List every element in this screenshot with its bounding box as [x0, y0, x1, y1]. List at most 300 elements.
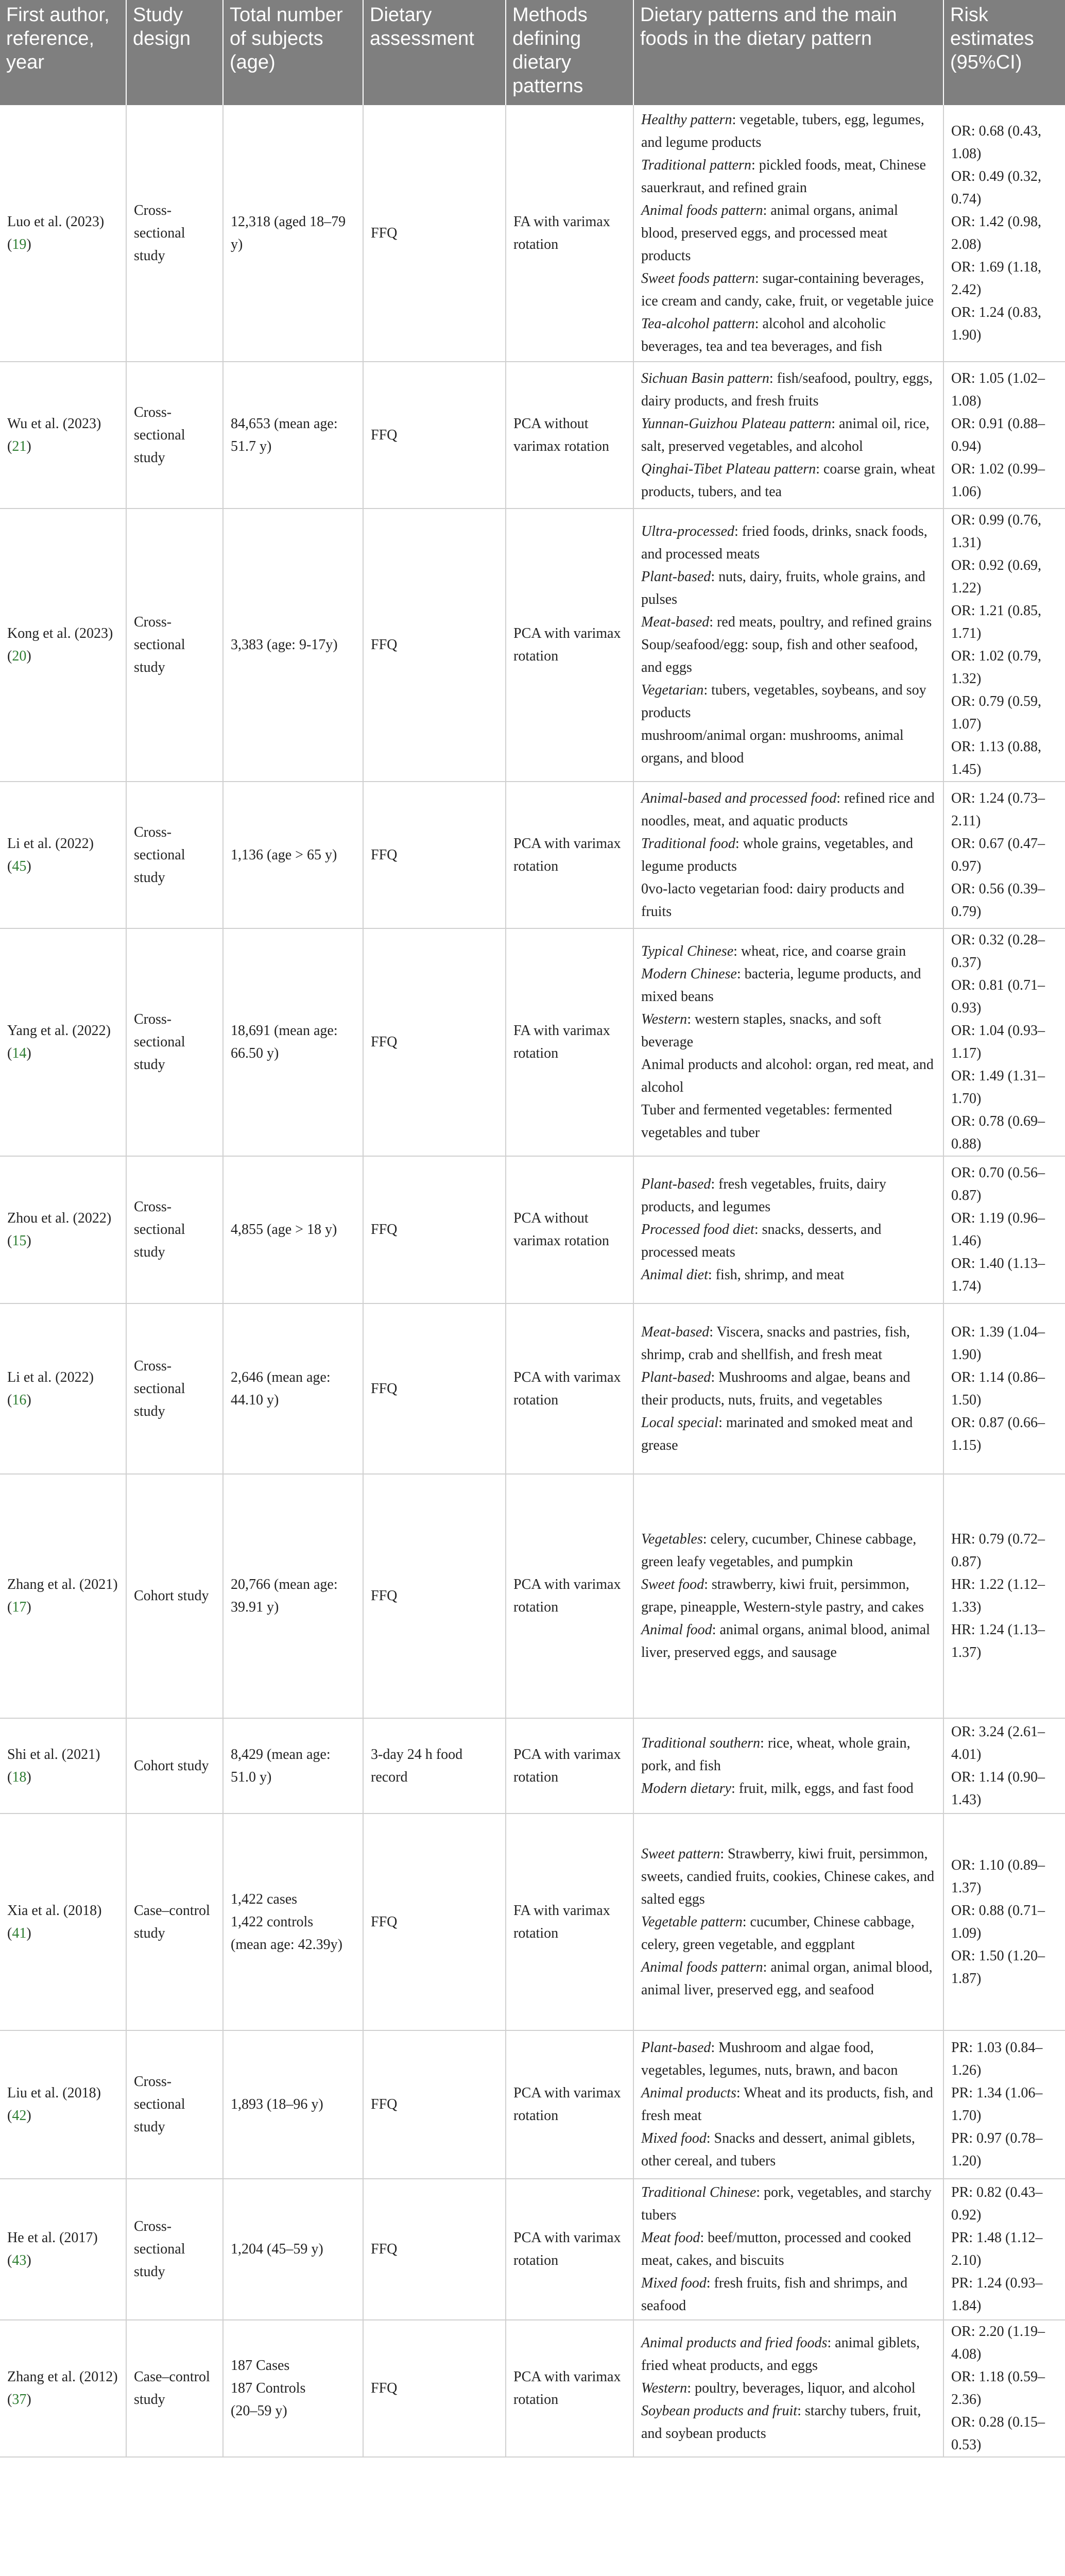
- risk-estimate: OR: 1.13 (0.88, 1.45): [951, 739, 1041, 777]
- risk-estimate: OR: 0.56 (0.39–0.79): [951, 880, 1045, 920]
- pattern-foods: : animal organs, animal blood, animal liver, preserved eggs, and sausage: [641, 1622, 930, 1660]
- risk-estimate: OR: 0.99 (0.76, 1.31): [951, 512, 1041, 551]
- pattern-item: [641, 634, 936, 679]
- pattern-item: [641, 724, 936, 770]
- method-cell: PCA with varimax rotation: [506, 1474, 633, 1718]
- header-study-design: Study design: [126, 0, 223, 105]
- subjects-cell: 4,855 (age > 18 y): [223, 1156, 363, 1303]
- pattern-name: Animal-based and processed food: [641, 790, 837, 806]
- pattern-name: Meat food: [641, 2230, 700, 2246]
- pattern-item: [641, 1366, 936, 1412]
- reference-link[interactable]: 45: [12, 858, 27, 874]
- assessment-cell: FFQ: [363, 1156, 506, 1303]
- header-dietary-patterns: Dietary patterns and the main foods in the dietary pattern: [633, 0, 943, 105]
- risk-estimate: OR: 1.24 (0.83, 1.90): [951, 304, 1041, 343]
- author-cell: Li et al. (2022) (16): [0, 1303, 126, 1474]
- study-design-cell: Cross-sectional study: [126, 2030, 223, 2179]
- pattern-name: Western: [641, 2380, 688, 2396]
- pattern-name: Tea-alcohol pattern: [641, 315, 755, 332]
- risk-estimate: PR: 0.82 (0.43–0.92): [951, 2184, 1043, 2223]
- pattern-name: Sweet pattern: [641, 1845, 720, 1862]
- pattern-foods: : alcohol and alcoholic beverages, tea and tea beverages, and fish: [641, 315, 886, 354]
- risk-estimate: OR: 3.24 (2.61–4.01): [951, 1723, 1045, 1762]
- pattern-foods: : Wheat and its products, fish, and fresh meat: [641, 2085, 933, 2124]
- pattern-name: Animal foods pattern: [641, 202, 763, 218]
- pattern-item: [641, 1321, 936, 1366]
- table-row: [0, 509, 1065, 782]
- pattern-foods: 0vo-lacto vegetarian food: dairy products and fruits: [641, 880, 904, 920]
- pattern-item: [641, 1218, 936, 1264]
- pattern-foods: : snacks, desserts, and processed meats: [641, 1222, 882, 1260]
- pattern-name: Animal food: [641, 1622, 712, 1638]
- risk-estimate: OR: 1.49 (1.31–1.70): [951, 1068, 1045, 1107]
- table-row: [0, 2179, 1065, 2320]
- pattern-item: [641, 566, 936, 611]
- pattern-name: Animal diet: [641, 1267, 708, 1283]
- pattern-item: [641, 413, 936, 458]
- patterns-cell: [633, 362, 943, 509]
- pattern-foods: : Mushroom and algae food, vegetables, legumes, nuts, brawn, and bacon: [641, 2040, 898, 2078]
- patterns-cell: [633, 105, 943, 362]
- method-cell: FA with varimax rotation: [506, 928, 633, 1156]
- pattern-name: Vegetarian: [641, 682, 704, 698]
- method-cell: PCA without varimax rotation: [506, 362, 633, 509]
- header-risk-estimates: Risk estimates (95%CI): [943, 0, 1065, 105]
- pattern-foods: Soup/seafood/egg: soup, fish and other seafood, and eggs: [641, 637, 918, 675]
- study-design-cell: Cohort study: [126, 1718, 223, 1814]
- pattern-item: [641, 963, 936, 1008]
- pattern-foods: : refined rice and noodles, meat, and aquatic products: [641, 790, 935, 829]
- pattern-item: [641, 367, 936, 413]
- method-cell: PCA with varimax rotation: [506, 2179, 633, 2320]
- pattern-name: Animal foods pattern: [641, 1959, 763, 1975]
- pattern-foods: : starchy tubers, fruit, and soybean products: [641, 2403, 921, 2442]
- subjects-cell: 1,136 (age > 65 y): [223, 782, 363, 928]
- author-cell: Xia et al. (2018) (41): [0, 1814, 126, 2030]
- pattern-item: [641, 878, 936, 923]
- author-name: Shi et al. (2021): [7, 1746, 100, 1762]
- risk-estimate: OR: 1.19 (0.96–1.46): [951, 1210, 1045, 1249]
- reference-link[interactable]: 41: [12, 1925, 27, 1941]
- pattern-name: Meat-based: [641, 614, 710, 630]
- header-methods: Methods defining dietary patterns: [506, 0, 633, 105]
- author-name: Zhou et al. (2022): [7, 1210, 112, 1226]
- pattern-foods: : beef/mutton, processed and cooked meat, cakes, and biscuits: [641, 2230, 912, 2268]
- risk-estimate: OR: 1.21 (0.85, 1.71): [951, 603, 1041, 641]
- subjects-cell: 1,422 cases 1,422 controls (mean age: 42.39y): [223, 1814, 363, 2030]
- risk-estimate: OR: 0.79 (0.59, 1.07): [951, 693, 1041, 732]
- pattern-foods: : strawberry, kiwi fruit, persimmon, grape, pineapple, Western-style pastry, and cakes: [641, 1577, 924, 1615]
- pattern-item: [641, 679, 936, 724]
- risk-cell: [943, 2179, 1065, 2320]
- author-name: Zhang et al. (2021): [7, 1577, 118, 1592]
- method-cell: PCA without varimax rotation: [506, 1156, 633, 1303]
- pattern-item: [641, 1528, 936, 1573]
- pattern-item: [641, 267, 936, 313]
- risk-estimate: OR: 0.92 (0.69, 1.22): [951, 557, 1041, 596]
- assessment-cell: FFQ: [363, 928, 506, 1156]
- pattern-item: [641, 520, 936, 566]
- pattern-foods: : bacteria, legume products, and mixed beans: [641, 966, 921, 1005]
- risk-estimate: OR: 1.40 (1.13–1.74): [951, 1256, 1045, 1294]
- pattern-foods: : cucumber, Chinese cabbage, celery, green vegetable, and eggplant: [641, 1913, 915, 1953]
- assessment-cell: FFQ: [363, 2179, 506, 2320]
- author-cell: Zhang et al. (2012) (37): [0, 2320, 126, 2457]
- patterns-cell: [633, 1303, 943, 1474]
- table-body: [0, 105, 1065, 2457]
- pattern-name: Sichuan Basin pattern: [641, 370, 769, 386]
- author-name: Kong et al. (2023): [7, 625, 113, 641]
- risk-cell: [943, 509, 1065, 782]
- pattern-foods: : poultry, beverages, liquor, and alcohol: [687, 2380, 916, 2396]
- method-cell: FA with varimax rotation: [506, 1814, 633, 2030]
- reference-link[interactable]: 19: [12, 236, 27, 252]
- pattern-foods: Animal products and alcohol: organ, red meat, and alcohol: [641, 1057, 934, 1095]
- table-row: [0, 1814, 1065, 2030]
- pattern-name: Western: [641, 1011, 688, 1027]
- table-row: [0, 1718, 1065, 1814]
- risk-estimate: OR: 0.67 (0.47–0.97): [951, 835, 1045, 874]
- table-row: [0, 105, 1065, 362]
- assessment-cell: 3-day 24 h food record: [363, 1718, 506, 1814]
- pattern-item: [641, 1777, 936, 1800]
- method-cell: PCA with varimax rotation: [506, 1303, 633, 1474]
- pattern-item: [641, 1843, 936, 1911]
- assessment-cell: FFQ: [363, 2030, 506, 2179]
- pattern-foods: : wheat, rice, and coarse grain: [733, 943, 906, 959]
- method-cell: PCA with varimax rotation: [506, 782, 633, 928]
- author-name: Li et al. (2022): [7, 835, 94, 852]
- risk-estimate: PR: 1.48 (1.12–2.10): [951, 2230, 1043, 2268]
- pattern-foods: : nuts, dairy, fruits, whole grains, and pulses: [641, 569, 925, 607]
- assessment-cell: FFQ: [363, 362, 506, 509]
- pattern-foods: : fresh fruits, fish and shrimps, and seafood: [641, 2275, 908, 2314]
- risk-estimate: HR: 1.22 (1.12–1.33): [951, 1577, 1045, 1615]
- pattern-item: [641, 2400, 936, 2445]
- pattern-item: [641, 1412, 936, 1457]
- risk-cell: [943, 1718, 1065, 1814]
- risk-estimate: HR: 1.24 (1.13–1.37): [951, 1622, 1045, 1660]
- pattern-item: [641, 940, 936, 963]
- risk-estimate: OR: 1.04 (0.93–1.17): [951, 1023, 1045, 1061]
- risk-estimate: OR: 1.42 (0.98, 2.08): [951, 213, 1041, 252]
- pattern-foods: : animal organs, animal blood, preserved eggs, and processed meat products: [641, 202, 898, 264]
- pattern-foods: : tubers, vegetables, soybeans, and soy products: [641, 682, 926, 721]
- pattern-item: [641, 2037, 936, 2082]
- pattern-name: Qinghai-Tibet Plateau pattern: [641, 461, 816, 477]
- study-design-cell: Cross-sectional study: [126, 105, 223, 362]
- author-name: Wu et al. (2023): [7, 415, 101, 432]
- subjects-cell: 18,691 (mean age: 66.50 y): [223, 928, 363, 1156]
- risk-cell: [943, 2030, 1065, 2179]
- pattern-foods: : Strawberry, kiwi fruit, persimmon, sweets, candied fruits, cookies, Chinese cakes, and salted eggs: [641, 1845, 935, 1907]
- pattern-item: [641, 2272, 936, 2317]
- author-cell: Shi et al. (2021) (18): [0, 1718, 126, 1814]
- subjects-cell: 12,318 (aged 18–79 y): [223, 105, 363, 362]
- method-cell: PCA with varimax rotation: [506, 2320, 633, 2457]
- pattern-name: Traditional southern: [641, 1735, 761, 1751]
- risk-estimate: PR: 1.03 (0.84–1.26): [951, 2040, 1043, 2078]
- patterns-cell: [633, 1718, 943, 1814]
- pattern-item: [641, 1619, 936, 1664]
- reference-link[interactable]: 20: [12, 648, 27, 664]
- risk-cell: [943, 1814, 1065, 2030]
- risk-cell: [943, 2320, 1065, 2457]
- study-design-cell: Cross-sectional study: [126, 362, 223, 509]
- risk-estimate: OR: 0.78 (0.69–0.88): [951, 1113, 1045, 1152]
- subjects-cell: 2,646 (mean age: 44.10 y): [223, 1303, 363, 1474]
- pattern-foods: : animal oil, rice, salt, preserved vegetables, and alcohol: [641, 415, 930, 454]
- pattern-foods: : sugar-containing beverages, ice cream and candy, cake, fruit, or vegetable juice: [641, 270, 934, 309]
- table-row: [0, 928, 1065, 1156]
- pattern-foods: : fish, shrimp, and meat: [708, 1267, 845, 1283]
- pattern-foods: : celery, cucumber, Chinese cabbage, green leafy vegetables, and pumpkin: [641, 1531, 917, 1570]
- pattern-item: [641, 2227, 936, 2272]
- pattern-item: [641, 1008, 936, 1054]
- pattern-item: [641, 458, 936, 503]
- reference-link[interactable]: 16: [12, 1392, 27, 1408]
- assessment-cell: FFQ: [363, 2320, 506, 2457]
- author-cell: Luo et al. (2023) (19): [0, 105, 126, 362]
- subjects-cell: 3,383 (age: 9-17y): [223, 509, 363, 782]
- table-row: [0, 2030, 1065, 2179]
- assessment-cell: FFQ: [363, 1303, 506, 1474]
- risk-estimate: OR: 1.24 (0.73–2.11): [951, 790, 1045, 829]
- pattern-name: Sweet foods pattern: [641, 270, 755, 286]
- patterns-cell: [633, 1814, 943, 2030]
- author-cell: Li et al. (2022) (45): [0, 782, 126, 928]
- study-design-cell: Cross-sectional study: [126, 1156, 223, 1303]
- pattern-item: [641, 787, 936, 833]
- risk-cell: [943, 782, 1065, 928]
- risk-cell: [943, 928, 1065, 1156]
- reference-link[interactable]: 43: [12, 2252, 27, 2268]
- pattern-foods: : pickled foods, meat, Chinese sauerkraut, and refined grain: [641, 157, 926, 196]
- risk-cell: [943, 362, 1065, 509]
- risk-cell: [943, 105, 1065, 362]
- pattern-item: [641, 109, 936, 154]
- patterns-cell: [633, 2179, 943, 2320]
- pattern-name: Animal products: [641, 2085, 736, 2101]
- risk-estimate: OR: 0.91 (0.88–0.94): [951, 415, 1045, 454]
- author-name: He et al. (2017): [7, 2230, 98, 2246]
- reference-link[interactable]: 18: [12, 1769, 27, 1785]
- risk-estimate: OR: 0.88 (0.71–1.09): [951, 1902, 1045, 1941]
- header-dietary-assessment: Dietary assessment: [363, 0, 506, 105]
- risk-estimate: OR: 1.05 (1.02–1.08): [951, 370, 1045, 409]
- pattern-item: [641, 1264, 936, 1286]
- patterns-cell: [633, 1156, 943, 1303]
- risk-estimate: OR: 1.50 (1.20–1.87): [951, 1947, 1045, 1987]
- author-cell: Yang et al. (2022) (14): [0, 928, 126, 1156]
- pattern-item: [641, 154, 936, 199]
- pattern-name: Animal products and fried foods: [641, 2335, 828, 2351]
- risk-estimate: OR: 1.02 (0.79, 1.32): [951, 648, 1041, 687]
- pattern-foods: : marinated and smoked meat and grease: [641, 1414, 913, 1453]
- pattern-item: [641, 611, 936, 634]
- study-design-cell: Case–control study: [126, 2320, 223, 2457]
- pattern-name: Ultra-processed: [641, 523, 734, 539]
- subjects-cell: 1,893 (18–96 y): [223, 2030, 363, 2179]
- study-design-cell: Cohort study: [126, 1474, 223, 1718]
- table-header-row: [0, 0, 1065, 105]
- pattern-item: [641, 313, 936, 358]
- reference-link[interactable]: 17: [12, 1599, 27, 1615]
- assessment-cell: FFQ: [363, 1474, 506, 1718]
- method-cell: PCA with varimax rotation: [506, 509, 633, 782]
- table-row: [0, 1156, 1065, 1303]
- pattern-name: Soybean products and fruit: [641, 2403, 798, 2419]
- study-design-cell: Cross-sectional study: [126, 509, 223, 782]
- pattern-item: [641, 1956, 936, 2002]
- author-name: Liu et al. (2018): [7, 2085, 101, 2101]
- header-subjects: Total number of subjects (age): [223, 0, 363, 105]
- pattern-foods: : whole grains, vegetables, and legume products: [641, 835, 914, 874]
- patterns-cell: [633, 509, 943, 782]
- pattern-name: Typical Chinese: [641, 943, 734, 959]
- table-row: [0, 1303, 1065, 1474]
- author-cell: Wu et al. (2023) (21): [0, 362, 126, 509]
- pattern-name: Mixed food: [641, 2130, 707, 2146]
- author-name: Zhang et al. (2012): [7, 2369, 118, 2385]
- pattern-name: Local special: [641, 1414, 719, 1431]
- table-row: [0, 1474, 1065, 1718]
- pattern-item: [641, 2332, 936, 2377]
- pattern-name: Plant-based: [641, 1176, 711, 1192]
- risk-estimate: OR: 1.02 (0.99–1.06): [951, 461, 1045, 500]
- pattern-item: [641, 2181, 936, 2227]
- subjects-cell: 84,653 (mean age: 51.7 y): [223, 362, 363, 509]
- author-name: Xia et al. (2018): [7, 1902, 102, 1919]
- pattern-foods: : Mushrooms and algae, beans and their products, nuts, fruits, and vegetables: [641, 1369, 911, 1408]
- pattern-name: Plant-based: [641, 569, 711, 585]
- method-cell: PCA with varimax rotation: [506, 1718, 633, 1814]
- risk-cell: [943, 1474, 1065, 1718]
- pattern-foods: : Viscera, snacks and pastries, fish, shrimp, crab and shellfish, and fresh meat: [641, 1324, 910, 1363]
- pattern-item: [641, 833, 936, 878]
- author-cell: Zhang et al. (2021) (17): [0, 1474, 126, 1718]
- study-design-cell: Cross-sectional study: [126, 782, 223, 928]
- risk-estimate: OR: 1.14 (0.86–1.50): [951, 1369, 1045, 1408]
- pattern-item: [641, 2082, 936, 2127]
- patterns-cell: [633, 1474, 943, 1718]
- patterns-cell: [633, 2030, 943, 2179]
- reference-link[interactable]: 14: [12, 1045, 27, 1061]
- pattern-name: Healthy pattern: [641, 111, 732, 128]
- table-row: [0, 2320, 1065, 2457]
- risk-estimate: OR: 1.18 (0.59–2.36): [951, 2369, 1045, 2408]
- pattern-foods: : coarse grain, wheat products, tubers, and tea: [641, 461, 935, 500]
- assessment-cell: FFQ: [363, 1814, 506, 2030]
- header-author: First author, reference, year: [0, 0, 126, 105]
- pattern-foods: : red meats, poultry, and refined grains: [709, 614, 932, 630]
- pattern-name: Processed food diet: [641, 1222, 754, 1238]
- pattern-item: [641, 1573, 936, 1619]
- risk-estimate: HR: 0.79 (0.72–0.87): [951, 1531, 1045, 1570]
- pattern-item: [641, 1732, 936, 1777]
- pattern-foods: : vegetable, tubers, egg, legumes, and legume products: [641, 111, 924, 150]
- risk-estimate: PR: 1.24 (0.93–1.84): [951, 2275, 1043, 2314]
- pattern-foods: : rice, wheat, whole grain, pork, and fish: [641, 1735, 911, 1774]
- pattern-name: Plant-based: [641, 1369, 711, 1385]
- risk-cell: [943, 1156, 1065, 1303]
- assessment-cell: FFQ: [363, 782, 506, 928]
- pattern-item: [641, 199, 936, 267]
- subjects-cell: 20,766 (mean age: 39.91 y): [223, 1474, 363, 1718]
- risk-estimate: OR: 2.20 (1.19–4.08): [951, 2324, 1045, 2362]
- pattern-foods: : pork, vegetables, and starchy tubers: [641, 2184, 932, 2223]
- study-design-cell: Cross-sectional study: [126, 2179, 223, 2320]
- pattern-foods: mushroom/animal organ: mushrooms, animal organs, and blood: [641, 727, 904, 766]
- risk-estimate: PR: 0.97 (0.78–1.20): [951, 2130, 1043, 2169]
- reference-link[interactable]: 42: [12, 2108, 27, 2124]
- pattern-name: Plant-based: [641, 2040, 711, 2056]
- author-name: Yang et al. (2022): [7, 1023, 111, 1039]
- author-name: Li et al. (2022): [7, 1369, 94, 1385]
- pattern-foods: : western staples, snacks, and soft beverage: [641, 1011, 882, 1050]
- pattern-name: Mixed food: [641, 2275, 707, 2291]
- pattern-name: Traditional Chinese: [641, 2184, 757, 2200]
- patterns-cell: [633, 928, 943, 1156]
- risk-estimate: OR: 0.49 (0.32, 0.74): [951, 168, 1041, 207]
- pattern-foods: : animal organ, animal blood, animal liver, preserved egg, and seafood: [641, 1959, 933, 1998]
- risk-cell: [943, 1303, 1065, 1474]
- reference-link[interactable]: 37: [12, 2392, 27, 2408]
- pattern-name: Yunnan-Guizhou Plateau pattern: [641, 415, 832, 432]
- reference-link[interactable]: 15: [12, 1233, 27, 1249]
- author-cell: Zhou et al. (2022) (15): [0, 1156, 126, 1303]
- pattern-foods: : Snacks and dessert, animal giblets, other cereal, and tubers: [641, 2130, 915, 2169]
- pattern-foods: : fried foods, drinks, snack foods, and processed meats: [641, 523, 927, 562]
- author-cell: He et al. (2017) (43): [0, 2179, 126, 2320]
- pattern-name: Modern dietary: [641, 1780, 731, 1797]
- pattern-name: Meat-based: [641, 1324, 710, 1340]
- pattern-foods: : fresh vegetables, fruits, dairy products, and legumes: [641, 1176, 886, 1215]
- author-cell: Kong et al. (2023) (20): [0, 509, 126, 782]
- subjects-cell: 1,204 (45–59 y): [223, 2179, 363, 2320]
- table-row: [0, 362, 1065, 509]
- reference-link[interactable]: 21: [12, 438, 27, 454]
- patterns-cell: [633, 2320, 943, 2457]
- risk-estimate: PR: 1.34 (1.06–1.70): [951, 2085, 1043, 2124]
- pattern-name: Sweet food: [641, 1577, 705, 1592]
- risk-estimate: OR: 0.32 (0.28–0.37): [951, 932, 1045, 971]
- pattern-item: [641, 1099, 936, 1144]
- risk-estimate: OR: 0.68 (0.43, 1.08): [951, 123, 1041, 162]
- pattern-item: [641, 1911, 936, 1956]
- risk-estimate: OR: 1.14 (0.90–1.43): [951, 1769, 1045, 1808]
- pattern-item: [641, 2127, 936, 2173]
- method-cell: FA with varimax rotation: [506, 105, 633, 362]
- author-name: Luo et al. (2023): [7, 213, 105, 230]
- risk-estimate: OR: 1.39 (1.04–1.90): [951, 1324, 1045, 1363]
- pattern-name: Traditional pattern: [641, 157, 751, 173]
- pattern-item: [641, 1054, 936, 1099]
- patterns-cell: [633, 782, 943, 928]
- risk-estimate: OR: 0.28 (0.15–0.53): [951, 2414, 1045, 2453]
- subjects-cell: 8,429 (mean age: 51.0 y): [223, 1718, 363, 1814]
- pattern-foods: : animal giblets, fried wheat products, and eggs: [641, 2335, 920, 2374]
- pattern-name: Traditional food: [641, 835, 735, 852]
- assessment-cell: FFQ: [363, 509, 506, 782]
- study-design-cell: Case–control study: [126, 1814, 223, 2030]
- pattern-foods: : fish/seafood, poultry, eggs, dairy products, and fresh fruits: [641, 370, 933, 409]
- method-cell: PCA with varimax rotation: [506, 2030, 633, 2179]
- assessment-cell: FFQ: [363, 105, 506, 362]
- table-row: [0, 782, 1065, 928]
- pattern-foods: Tuber and fermented vegetables: fermented vegetables and tuber: [641, 1102, 892, 1141]
- risk-estimate: OR: 1.69 (1.18, 2.42): [951, 259, 1041, 298]
